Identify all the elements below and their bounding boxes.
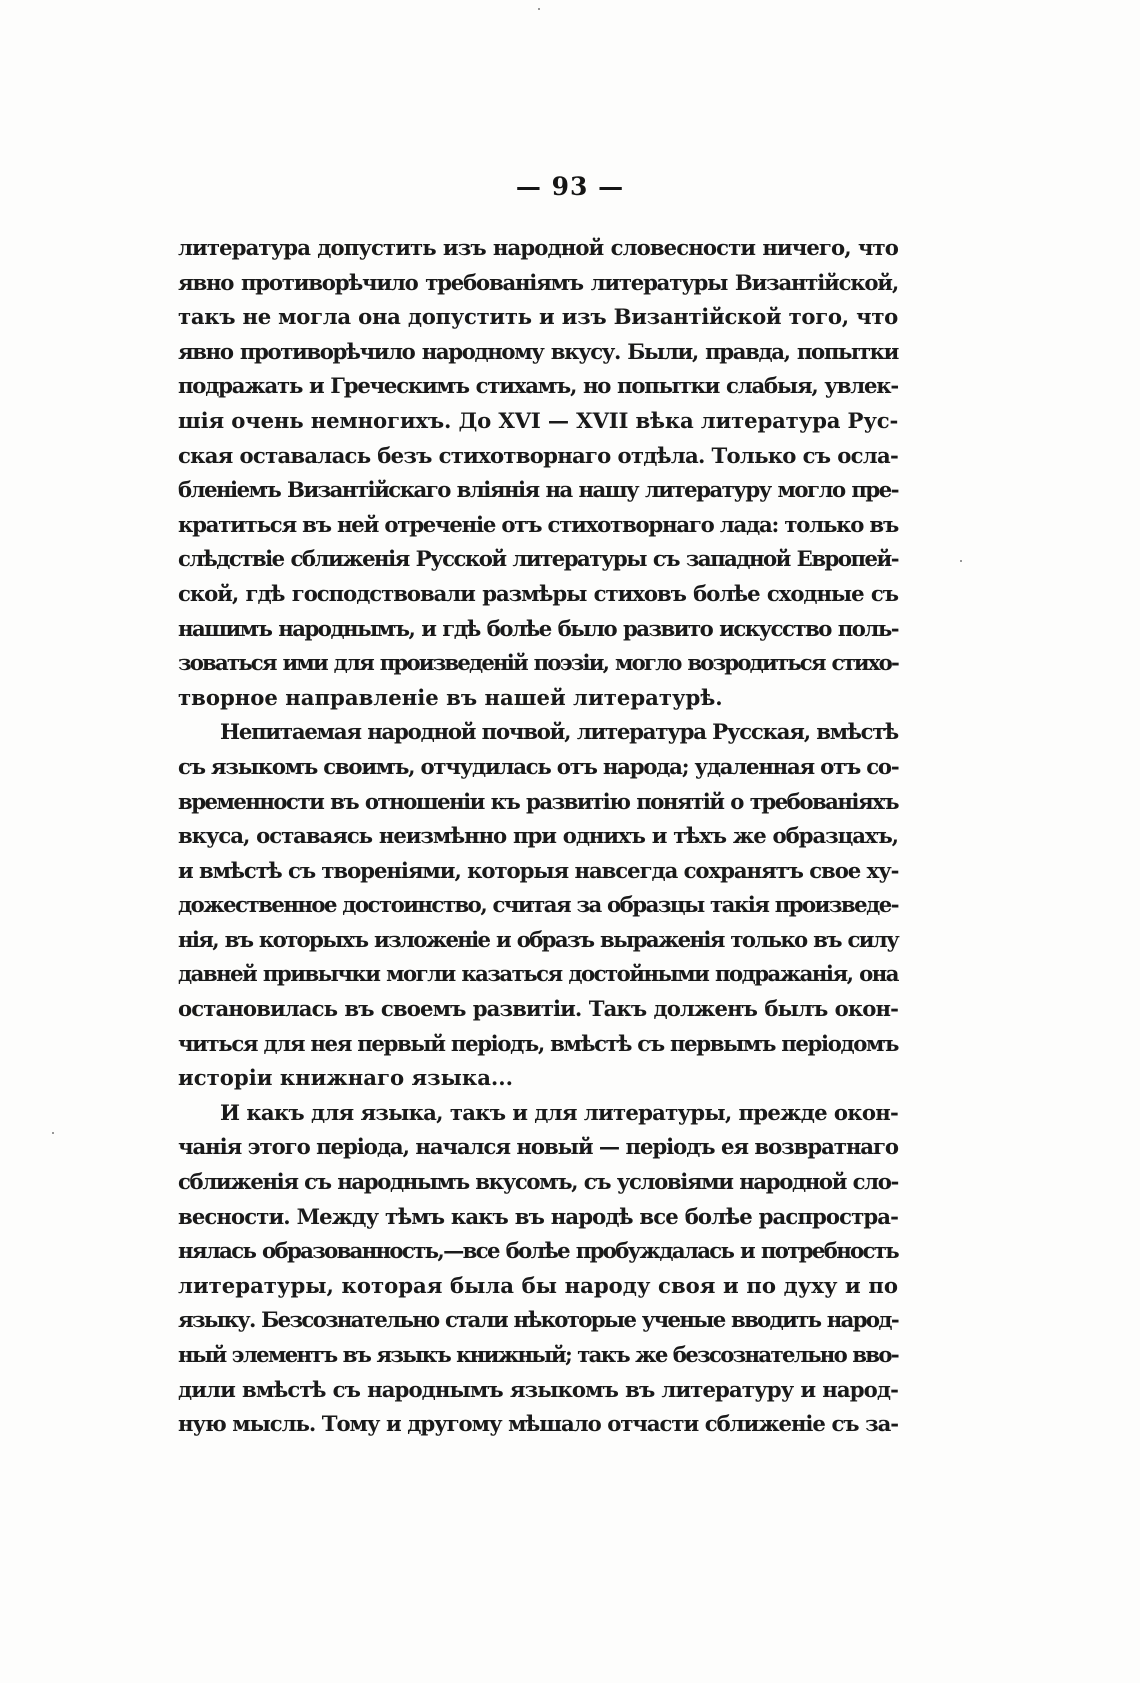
paper-speck bbox=[52, 1132, 54, 1134]
text-line: подражать и Греческимъ стихамъ, но попытки слабыя, увлек- bbox=[178, 373, 898, 399]
text-line: ный элементъ въ языкъ книжный; такъ же безсознательно вво- bbox=[178, 1342, 898, 1367]
text-line: дожественное достоинство, считая за образцы такія произведе- bbox=[178, 892, 898, 918]
text-line: исторіи книжнаго языка... bbox=[178, 1065, 514, 1091]
text-line: слѣдствіе сближенія Русской литературы съ западной Европей- bbox=[178, 546, 898, 572]
text-line: чанія этого періода, начался новый — періодъ ея возвратнаго bbox=[178, 1134, 898, 1160]
text-line: нія, въ которыхъ изложеніе и образъ выраженія только въ силу bbox=[178, 926, 898, 952]
text-line: явно противорѣчило народному вкусу. Были, правда, попытки bbox=[178, 338, 898, 364]
text-line: читься для нея первый періодъ, вмѣстѣ съ первымъ періодомъ bbox=[178, 1030, 898, 1056]
text-line: и вмѣстѣ съ твореніями, которыя навсегда сохранятъ свое ху- bbox=[178, 857, 899, 883]
text-line: языку. Безсознательно стали нѣкоторые ученые вводить народ- bbox=[178, 1307, 898, 1333]
paragraph-2 bbox=[178, 715, 898, 1096]
text-line: дили вмѣстѣ съ народнымъ языкомъ въ литературу и народ- bbox=[178, 1376, 898, 1402]
text-line: весности. Между тѣмъ какъ въ народѣ все болѣе распростра- bbox=[178, 1203, 898, 1229]
text-line: сближенія съ народнымъ вкусомъ, съ условіями народной сло- bbox=[178, 1169, 898, 1195]
text-line: литература допустить изъ народной словесности ничего, что bbox=[178, 235, 898, 260]
paper-speck bbox=[960, 560, 962, 562]
body-text bbox=[178, 231, 898, 1442]
text-line: литературы, которая была бы народу своя и по духу и по bbox=[178, 1272, 898, 1298]
paragraph-3 bbox=[178, 1096, 898, 1442]
text-line: зоваться ими для произведеній поэзіи, могло возродиться стихо- bbox=[178, 650, 898, 676]
text-line: ную мысль. Тому и другому мѣшало отчасти сближеніе съ за- bbox=[178, 1411, 898, 1437]
text-line: съ языкомъ своимъ, отчудилась отъ народа; удаленная отъ со- bbox=[178, 753, 899, 779]
text-line: нялась образованность,—все болѣе пробуждалась и потребность bbox=[178, 1238, 898, 1264]
text-line: нашимъ народнымъ, и гдѣ болѣе было развито искусство поль- bbox=[178, 615, 898, 641]
paper-speck bbox=[538, 8, 540, 10]
text-line: бленіемъ Византійскаго вліянія на нашу литературу могло пре- bbox=[178, 477, 898, 503]
text-line: творное направленіе въ нашей литературѣ. bbox=[178, 684, 723, 710]
text-line: ская оставалась безъ стихотворнаго отдѣла. Только съ осла- bbox=[178, 442, 898, 468]
text-line: кратиться въ ней отреченіе отъ стихотворнаго лада: только въ bbox=[178, 511, 898, 537]
page-number: — 93 — bbox=[515, 172, 625, 201]
paragraph-1 bbox=[178, 231, 898, 715]
text-line: шія очень немногихъ. До XVI — XVII вѣка литература Рус- bbox=[178, 407, 899, 433]
text-line: явно противорѣчило требованіямъ литературы Византійской, bbox=[178, 269, 898, 295]
text-line: давней привычки могли казаться достойными подражанія, она bbox=[178, 961, 898, 987]
text-line: временности въ отношеніи къ развитію понятій о требованіяхъ bbox=[178, 788, 898, 814]
text-line: такъ не могла она допустить и изъ Византійской того, что bbox=[178, 304, 898, 330]
text-line: ской, гдѣ господствовали размѣры стиховъ болѣе сходные съ bbox=[178, 580, 898, 606]
text-line: Непитаемая народной почвой, литература Русская, вмѣстѣ bbox=[220, 719, 898, 745]
text-line: остановилась въ своемъ развитіи. Такъ долженъ былъ окон- bbox=[178, 996, 898, 1022]
text-line: вкуса, оставаясь неизмѣнно при однихъ и тѣхъ же образцахъ, bbox=[178, 823, 898, 849]
text-line: И какъ для языка, такъ и для литературы, прежде окон- bbox=[220, 1099, 898, 1125]
